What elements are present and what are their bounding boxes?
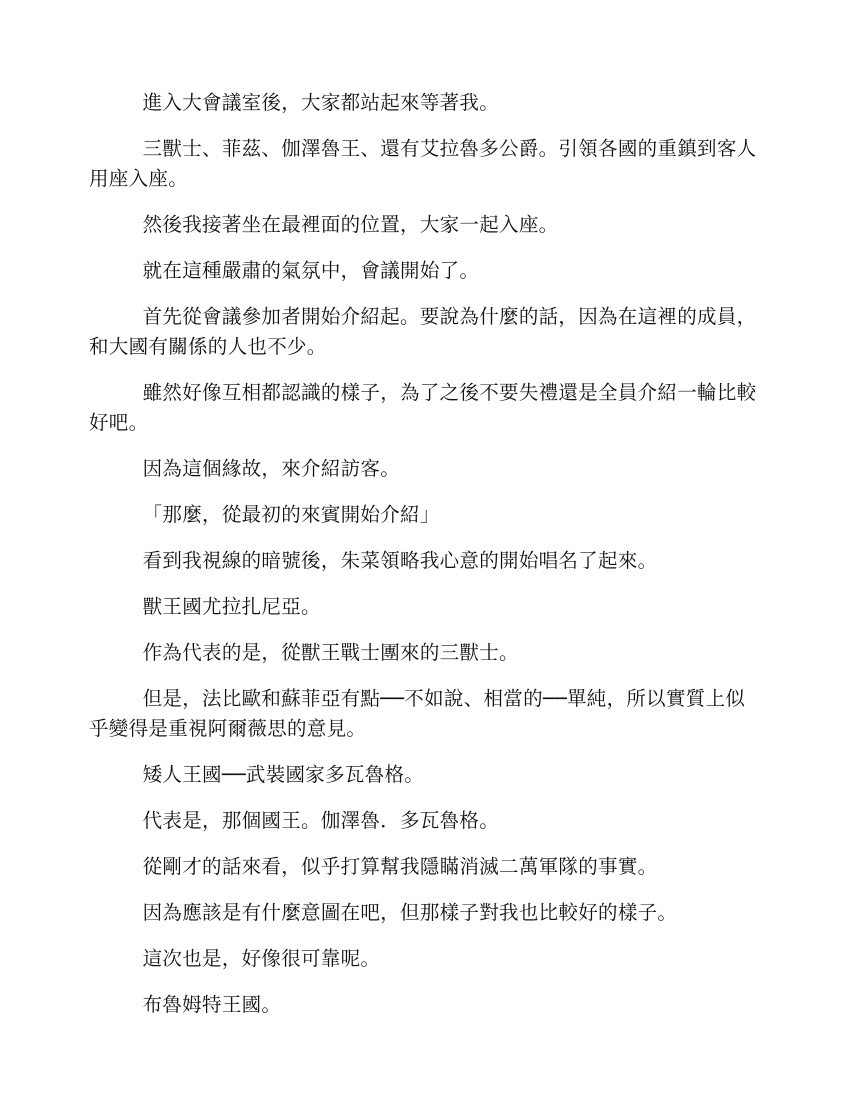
paragraph: 就在這種嚴肅的氣氛中，會議開始了。	[142, 259, 480, 282]
body-text	[89, 88, 761, 1036]
paragraph: 三獸士、菲茲、伽澤魯王、還有艾拉魯多公爵。引領各國的重鎮到客人用座入座。	[89, 137, 757, 190]
paragraph: 「那麼，從最初的來賓開始介紹」	[142, 503, 440, 526]
paragraph: 作為代表的是，從獸王戰士團來的三獸士。	[142, 641, 519, 664]
paragraph: 獸王國尤拉扎尼亞。	[142, 595, 321, 618]
paragraph: 這次也是，好像很可靠呢。	[142, 947, 381, 970]
paragraph: 因為這個緣故，來介紹訪客。	[142, 457, 401, 480]
paragraph: 布魯姆特王國。	[142, 993, 282, 1016]
paragraph: 代表是，那個國王。伽澤魯．多瓦魯格。	[142, 809, 500, 832]
paragraph: 從剛才的話來看，似乎打算幫我隱瞞消滅二萬軍隊的事實。	[142, 855, 658, 878]
paragraph: 進入大會議室後，大家都站起來等著我。	[142, 91, 500, 114]
paragraph: 因為應該是有什麼意圖在吧，但那樣子對我也比較好的樣子。	[142, 901, 678, 924]
paragraph: 雖然好像互相都認識的樣子，為了之後不要失禮還是全員介紹一輪比較好吧。	[89, 381, 757, 434]
paragraph: 看到我視線的暗號後，朱菜領略我心意的開始唱名了起來。	[142, 549, 658, 572]
paragraph: 但是，法比歐和蘇菲亞有點──不如說、相當的──單純，所以實質上似乎變得是重視阿爾薇思的意見。	[89, 687, 746, 740]
paragraph: 然後我接著坐在最裡面的位置，大家一起入座。	[142, 213, 559, 236]
paragraph: 首先從會議參加者開始介紹起。要說為什麼的話，因為在這裡的成員，和大國有關係的人也不少。	[89, 305, 757, 358]
paragraph: 矮人王國──武裝國家多瓦魯格。	[142, 763, 425, 786]
